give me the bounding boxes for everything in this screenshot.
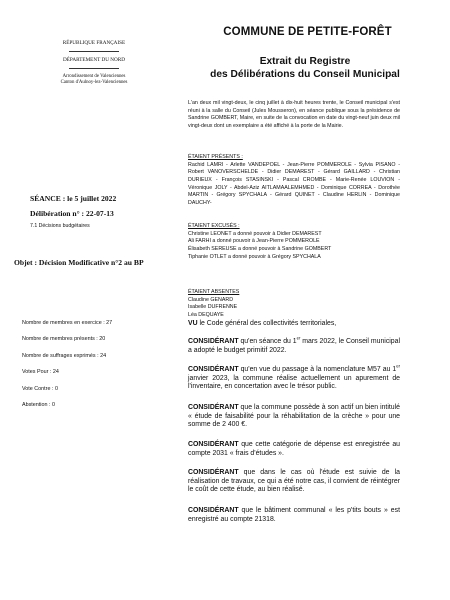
divider	[69, 68, 119, 69]
vote-counts	[22, 320, 177, 418]
considerant-lead: CONSIDÉRANT	[188, 338, 239, 345]
vu-lead: VU	[188, 320, 198, 327]
excuses-section	[188, 223, 400, 261]
considerant-lead: CONSIDÉRANT	[188, 469, 239, 476]
divider	[69, 51, 119, 52]
departement-label: DÉPARTEMENT DU NORD	[63, 57, 125, 63]
presents-section	[188, 154, 400, 208]
considerant-2	[188, 363, 400, 392]
absentes-title: ÉTAIENT ABSENTES	[188, 289, 240, 295]
considerant-4	[188, 441, 400, 458]
considerant-lead: CONSIDÉRANT	[188, 366, 239, 373]
nomenclature-label: 7.1 Décisions budgétaires	[30, 223, 90, 229]
excuse-line: Élisabeth SEREUSE a donné pouvoir à Sandrine GOMBERT	[188, 245, 332, 252]
seance-date: SÉANCE : le 5 juillet 2022	[30, 194, 117, 203]
registre-line1: Extrait du Registre	[259, 56, 351, 67]
considerant-3	[188, 404, 400, 430]
registre-title	[180, 55, 430, 81]
considerant-text: que le bâtiment communal « les p'tits bouts » est enregistré au compte 21318.	[188, 507, 400, 523]
count-suffrages: Nombre de suffrages exprimés : 24	[22, 352, 107, 359]
considerant-lead: CONSIDÉRANT	[188, 507, 239, 514]
considerant-text: janvier 2023, la commune réalise actuellement un apurement de l'inventaire, en concertation avec le trésor public.	[188, 374, 400, 391]
considerant-1	[188, 335, 400, 355]
vu-text: le Code général des collectivités territoriales,	[197, 320, 337, 327]
count-contre: Vote Contre : 0	[22, 385, 58, 392]
commune-title: COMMUNE DE PETITE-FORÊT	[223, 26, 392, 38]
objet-title: Objet : Décision Modificative n°2 au BP	[14, 258, 144, 267]
presents-list: Rachid LAMRI - Arlette VANDEPOEL - Jean-Pierre POMMEROLE - Sylvia PISANO - Robert VANOVERSCHELDE - Didier DEMAREST - Gérard GAILLARD - Christian DURIEUX - François STASINSKI - Pascal CROMBE - Marie-Renée LOUVION - Véronique JOLY - Abdel-Aziz AITLAMAALEMHMED - Dominique CORREA - Dorothée MARTIN - Grégory SPYCHALA - Gérard QUINET - Claudine HERLIN - Dominique DAUCHY-	[188, 161, 400, 207]
count-abstention: Abstention : 0	[22, 401, 55, 408]
excuse-line: Ali FARHI a donné pouvoir à Jean-Pierre POMMEROLE	[188, 238, 320, 245]
presents-title: ÉTAIENT PRÉSENTS :	[188, 154, 243, 160]
absentes-section	[188, 289, 400, 320]
count-members: Nombre de membres en exercice : 27	[22, 320, 113, 326]
excuses-title: ÉTAIENT EXCUSÉS :	[188, 223, 240, 229]
republique-label: RÉPUBLIQUE FRANÇAISE	[62, 40, 126, 46]
ordinal-sup: er	[396, 363, 400, 369]
absente-line: Léa DEQUAYE	[188, 311, 224, 318]
absente-line: Isabelle DUFRENNE	[188, 304, 238, 311]
considerant-text: qu'en vue du passage à la nomenclature M57 au 1	[238, 366, 397, 373]
intro-text: L'an deux mil vingt-deux, le cinq juillet à dix-huit heures trente, le Conseil municipal s'est réuni à la salle du Conseil (Jules Mousseron), en séance publique sous la présidence de Sandrine GOMBERT, Maire, en suite de la convocation en date du vingt-neuf juin deux mil vingt-deux dont un exemplaire a été affiché à la porte de la Mairie.	[188, 100, 400, 130]
considerant-text: qu'en séance du 1	[238, 338, 297, 345]
arrondissement-label: Arrondissement de Valenciennes	[62, 74, 126, 79]
considerant-text: que cette catégorie de dépense est enregistrée au compte 2031 « frais d'études ».	[188, 441, 400, 457]
count-present: Nombre de membres présents : 20	[22, 336, 106, 343]
considerant-lead: CONSIDÉRANT	[188, 441, 239, 448]
considerant-text: que dans le cas où l'étude est suivie de la réalisation de travaux, ce qui a été notre cas, il convient de réintégrer le coût de cette étude, au bien réalisé.	[188, 469, 400, 494]
considerant-6	[188, 507, 400, 524]
deliberation-number: Délibération n° : 22-07-13	[30, 209, 114, 218]
considerant-5	[188, 469, 400, 495]
vu-paragraph	[188, 320, 400, 329]
considerant-text: que la commune possède à son actif un bien intitulé « étude de faisabilité pour la réhabilitation de la crèche » pour une somme de 2 400 €.	[188, 404, 400, 429]
canton-label: Canton d'Aulnoy-lez-Valenciennes	[60, 80, 128, 86]
excuse-line: Christine LEONET a donné pouvoir à Didier DEMAREST	[188, 230, 322, 237]
count-pour: Votes Pour : 24	[22, 369, 59, 376]
considerant-text: mars 2022, le Conseil municipal a adopté le budget primitif 2022.	[188, 338, 400, 354]
ordinal-sup: er	[296, 335, 301, 341]
absente-line: Claudine GENARD	[188, 296, 234, 303]
registre-line2: des Délibérations du Conseil Municipal	[210, 69, 400, 80]
considerant-lead: CONSIDÉRANT	[188, 404, 239, 411]
header-left	[20, 40, 168, 87]
excuse-line: Tiphanie OTLET a donné pouvoir à Grégory SPYCHALA	[188, 253, 321, 260]
